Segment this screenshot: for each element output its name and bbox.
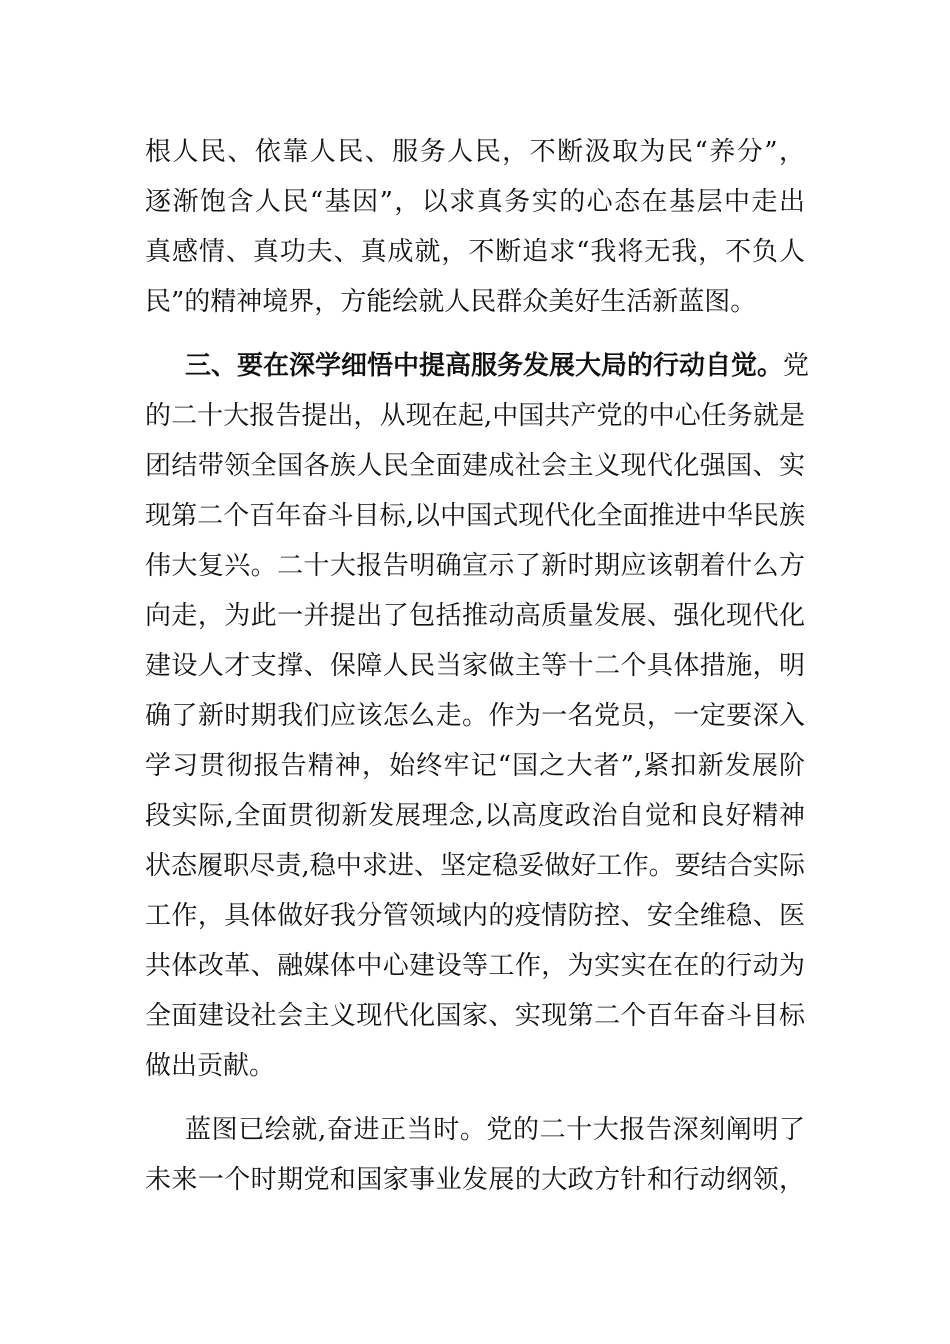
paragraph-gap (145, 327, 805, 341)
paragraph-line: 确了新时期我们应该怎么走。作为一名党员，一定要深入 (145, 701, 805, 731)
paragraph-first-line (145, 341, 810, 391)
paragraph-line: 状态履职尽责,稳中求进、坚定稳妥做好工作。要结合实际 (145, 851, 805, 881)
paragraph-line: 学习贯彻报告精神，始终牢记“国之大者”,紧扣新发展阶 (145, 751, 805, 781)
paragraph-line: 建设人才支撑、保障人民当家做主等十二个具体措施，明 (145, 651, 805, 681)
paragraph-3 (145, 1105, 805, 1205)
paragraph-line: 根人民、依靠人民、服务人民，不断汲取为民“养分”， (145, 137, 805, 167)
paragraph-line: 蓝图已绘就,奋进正当时。党的二十大报告深刻阐明了 (185, 1115, 805, 1145)
paragraph-line: 未来一个时期党和国家事业发展的大政方针和行动纲领， (145, 1165, 805, 1195)
heading-line-rest: 党 (783, 351, 810, 381)
paragraph-gap (145, 1091, 805, 1105)
paragraph-line: 现第二个百年奋斗目标,以中国式现代化全面推进中华民族 (145, 501, 805, 531)
paragraph-line: 逐渐饱含人民“基因”，以求真务实的心态在基层中走出 (145, 187, 805, 217)
paragraph-line: 工作，具体做好我分管领域内的疫情防控、安全维稳、医 (145, 901, 805, 931)
paragraph-line: 做出贡献。 (145, 1051, 276, 1081)
paragraph-line: 的二十大报告提出，从现在起,中国共产党的中心任务就是 (145, 401, 805, 431)
paragraph-1 (145, 127, 805, 327)
paragraph-line: 伟大复兴。二十大报告明确宣示了新时期应该朝着什么方 (145, 551, 805, 581)
paragraph-line: 全面建设社会主义现代化国家、实现第二个百年奋斗目标 (145, 1001, 805, 1031)
paragraph-line: 民”的精神境界，方能绘就人民群众美好生活新蓝图。 (145, 287, 757, 317)
document-body (145, 127, 810, 1205)
paragraph-2 (145, 341, 810, 1091)
paragraph-line: 向走，为此一并提出了包括推动高质量发展、强化现代化 (145, 601, 805, 631)
paragraph-line: 段实际,全面贯彻新发展理念,以高度政治自觉和良好精神 (145, 801, 805, 831)
paragraph-line: 共体改革、融媒体中心建设等工作，为实实在在的行动为 (145, 951, 805, 981)
section-heading: 三、要在深学细悟中提高服务发展大局的行动自觉。 (185, 351, 784, 381)
paragraph-line: 真感情、真功夫、真成就，不断追求“我将无我，不负人 (145, 237, 805, 267)
paragraph-line: 团结带领全国各族人民全面建成社会主义现代化强国、实 (145, 451, 805, 481)
